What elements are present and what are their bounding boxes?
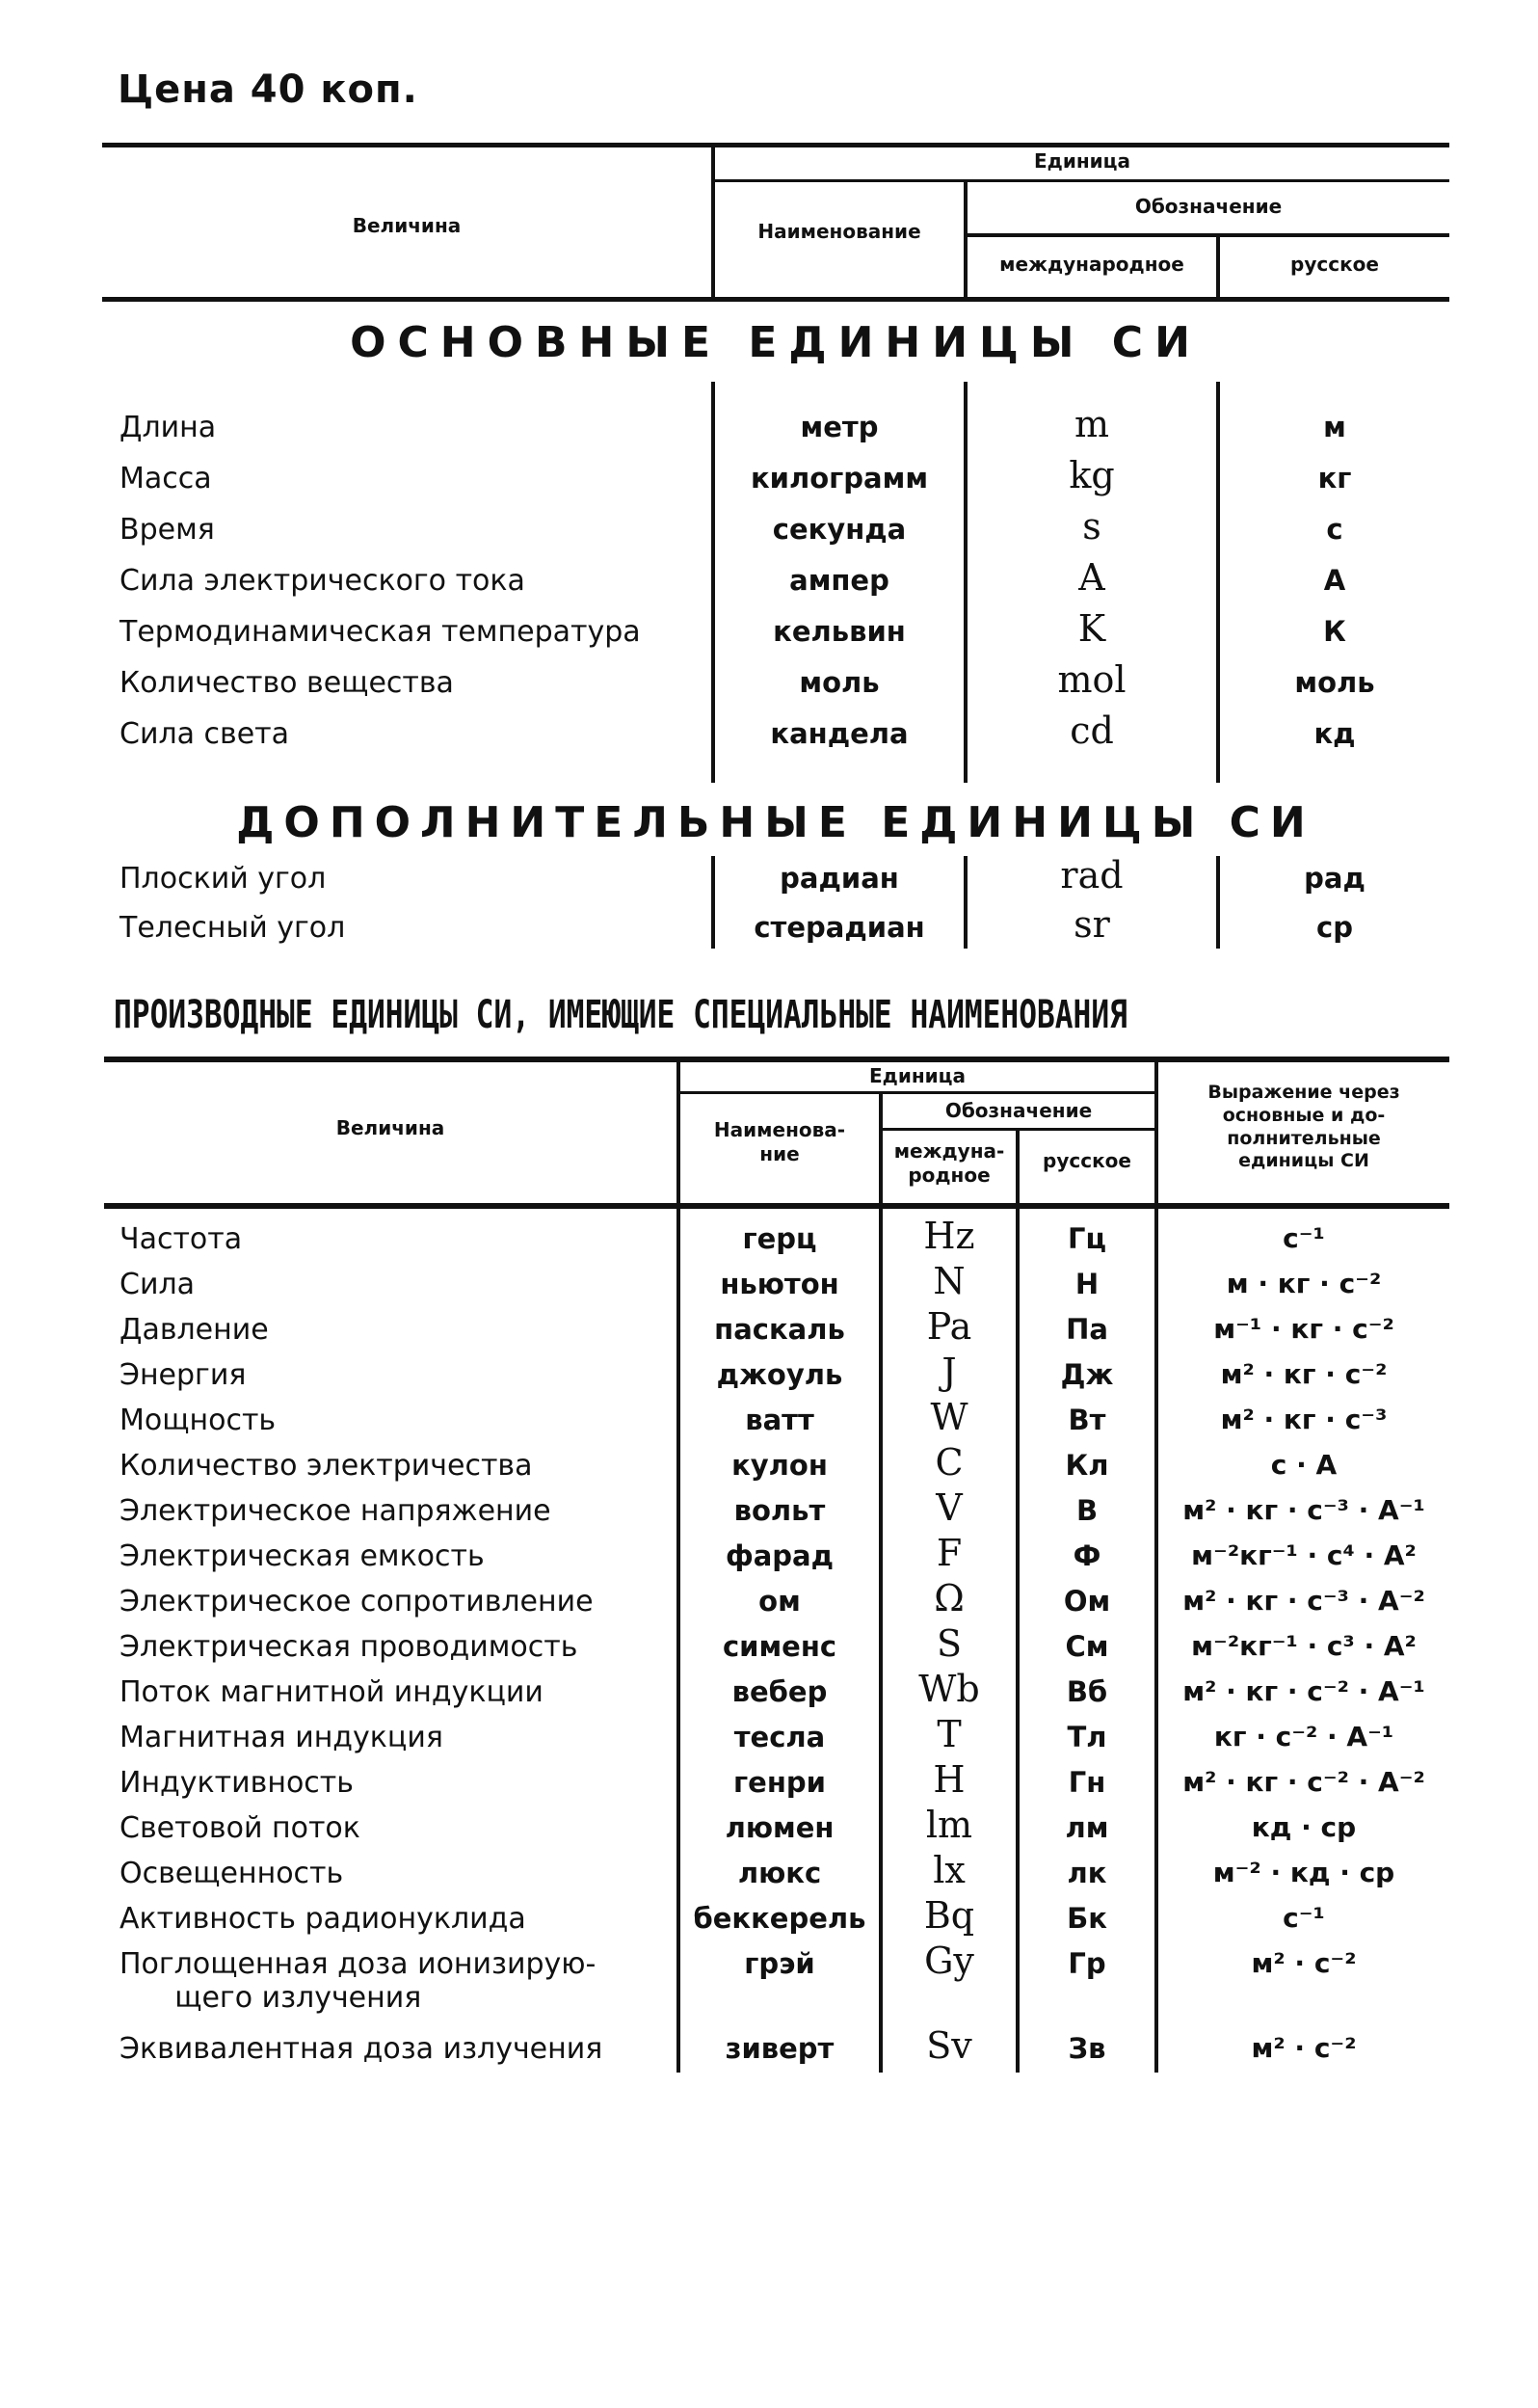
table-row: [0, 505, 1538, 563]
quantity-cell: Количество электричества: [119, 1449, 533, 1483]
russian-symbol-cell: Кл: [1065, 1449, 1109, 1482]
russian-symbol-cell: Гц: [1068, 1222, 1106, 1255]
unit-name-cell: люмен: [725, 1811, 835, 1844]
quantity-cell: Давление: [119, 1313, 269, 1347]
unit-name-cell: зиверт: [725, 2032, 835, 2065]
expression-cell: м⁻² · кд · ср: [1212, 1857, 1395, 1888]
quantity-cell: Электрическое сопротивление: [119, 1585, 594, 1619]
quantity-cell: Электрическое напряжение: [119, 1494, 551, 1528]
table-row: [0, 556, 1538, 614]
international-symbol-cell: cd: [1070, 709, 1114, 752]
section-derived-title: ПРОИЗВОДНЫЕ ЕДИНИЦЫ СИ, ИМЕЮЩИЕ СПЕЦИАЛЬНЫЕ НАИМЕНОВАНИЯ: [114, 993, 1127, 1037]
international-symbol-cell: lx: [933, 1849, 966, 1891]
russian-symbol-cell: Ом: [1063, 1585, 1111, 1618]
international-symbol-cell: mol: [1057, 658, 1127, 701]
header-quantity: Величина: [352, 214, 462, 237]
russian-symbol-cell: А: [1323, 564, 1346, 597]
header-designation: Обозначение: [1134, 195, 1283, 218]
header-unit: Единица: [1034, 149, 1130, 173]
table-row: [0, 658, 1538, 716]
unit-name-cell: грэй: [744, 1947, 815, 1980]
international-symbol-cell: lm: [925, 1804, 973, 1846]
unit-name-cell: секунда: [772, 513, 907, 546]
russian-symbol-cell: Ф: [1073, 1539, 1101, 1572]
unit-name-cell: кельвин: [773, 615, 906, 648]
rule: [102, 143, 1449, 147]
table-row: [0, 1532, 1538, 1590]
table-row: [0, 1577, 1538, 1635]
russian-symbol-cell: См: [1065, 1630, 1109, 1663]
table-row: [0, 709, 1538, 767]
header2-designation: Обозначение: [944, 1099, 1093, 1122]
quantity-cell: Длина: [119, 411, 217, 444]
expression-cell: м² · кг · с⁻² · А⁻¹: [1182, 1675, 1425, 1707]
header2-unit: Единица: [869, 1064, 966, 1087]
quantity-cell: Энергия: [119, 1358, 247, 1392]
international-symbol-cell: Bq: [923, 1894, 975, 1937]
quantity-cell: Масса: [119, 462, 212, 495]
quantity-cell: Световой поток: [119, 1811, 360, 1845]
quantity-cell: Поток магнитной индукции: [119, 1675, 544, 1709]
international-symbol-cell: A: [1078, 556, 1105, 599]
unit-name-cell: тесла: [733, 1721, 826, 1753]
russian-symbol-cell: Вт: [1068, 1404, 1106, 1436]
russian-symbol-cell: Бк: [1067, 1902, 1107, 1935]
russian-symbol-cell: рад: [1304, 862, 1366, 895]
price-label: Цена 40 коп.: [118, 67, 418, 112]
international-symbol-cell: kg: [1069, 454, 1115, 496]
expression-cell: м² · кг · с⁻³: [1220, 1404, 1388, 1435]
unit-name-cell: радиан: [780, 862, 899, 895]
russian-symbol-cell: В: [1075, 1494, 1099, 1527]
table-row: [0, 2024, 1538, 2082]
rule: [104, 1203, 1449, 1209]
quantity-cell: Индуктивность: [119, 1766, 354, 1800]
unit-name-cell: килограмм: [750, 462, 929, 495]
international-symbol-cell: Sv: [926, 2024, 972, 2067]
expression-cell: м² · кг · с⁻³ · А⁻¹: [1182, 1494, 1425, 1526]
table-row: [0, 403, 1538, 461]
header2-international: междуна- родное: [893, 1139, 1005, 1187]
russian-symbol-cell: Н: [1074, 1268, 1100, 1300]
unit-name-cell: кандела: [770, 717, 909, 750]
russian-symbol-cell: Тл: [1067, 1721, 1107, 1753]
quantity-cell: Активность радионуклида: [119, 1902, 526, 1936]
russian-symbol-cell: Дж: [1060, 1358, 1114, 1391]
international-symbol-cell: Hz: [923, 1215, 975, 1257]
international-symbol-cell: rad: [1060, 854, 1124, 896]
header-name: Наименование: [757, 220, 921, 243]
quantity-cell: Термодинамическая температура: [119, 615, 641, 649]
expression-cell: м² · с⁻²: [1251, 1947, 1357, 1979]
rule: [713, 179, 1449, 182]
international-symbol-cell: H: [933, 1758, 966, 1801]
expression-cell: м⁻²кг⁻¹ · с³ · А²: [1191, 1630, 1417, 1662]
table-row: [0, 1441, 1538, 1499]
international-symbol-cell: K: [1077, 607, 1106, 650]
international-symbol-cell: W: [930, 1396, 968, 1438]
table-row: [0, 607, 1538, 665]
expression-cell: м² · с⁻²: [1251, 2032, 1357, 2064]
russian-symbol-cell: лк: [1067, 1857, 1107, 1889]
unit-name-cell: вольт: [733, 1494, 826, 1527]
expression-cell: кг · с⁻² · А⁻¹: [1213, 1721, 1394, 1752]
international-symbol-cell: T: [937, 1713, 962, 1755]
rule: [964, 233, 1449, 237]
table-row: [0, 1713, 1538, 1771]
russian-symbol-cell: К: [1323, 615, 1346, 648]
international-symbol-cell: m: [1074, 403, 1110, 445]
unit-name-cell: герц: [742, 1222, 817, 1255]
section-base-title: ОСНОВНЫЕ ЕДИНИЦЫ СИ: [350, 318, 1202, 367]
table-row: [0, 1215, 1538, 1272]
unit-name-cell: кулон: [731, 1449, 828, 1482]
quantity-cell: Освещенность: [119, 1857, 344, 1890]
unit-name-cell: сименс: [722, 1630, 837, 1663]
header-international: международное: [999, 253, 1184, 276]
table-row: [0, 903, 1538, 961]
unit-name-cell: беккерель: [693, 1902, 866, 1935]
table-row: [0, 1260, 1538, 1318]
header2-quantity: Величина: [335, 1116, 445, 1139]
rule: [102, 297, 1449, 302]
table-row: [0, 454, 1538, 512]
table-row: [0, 1305, 1538, 1363]
table-row: [0, 1486, 1538, 1544]
quantity-cell: Электрическая проводимость: [119, 1630, 578, 1664]
table-row: [0, 1351, 1538, 1408]
russian-symbol-cell: Гн: [1068, 1766, 1106, 1799]
quantity-cell: Сила: [119, 1268, 196, 1301]
quantity-cell: Поглощенная доза ионизирую- щего излучения: [119, 1947, 597, 2015]
table-row: [0, 1622, 1538, 1680]
russian-symbol-cell: кд: [1313, 717, 1356, 750]
unit-name-cell: люкс: [737, 1857, 822, 1889]
russian-symbol-cell: кг: [1317, 462, 1352, 495]
quantity-cell: Электрическая емкость: [119, 1539, 485, 1573]
unit-name-cell: ом: [758, 1585, 801, 1618]
quantity-cell: Частота: [119, 1222, 243, 1256]
russian-symbol-cell: с: [1326, 513, 1343, 546]
expression-cell: с · А: [1270, 1449, 1338, 1481]
unit-name-cell: стерадиан: [754, 911, 925, 944]
international-symbol-cell: F: [936, 1532, 963, 1574]
expression-cell: кд · ср: [1251, 1811, 1357, 1843]
russian-symbol-cell: м: [1323, 411, 1346, 443]
unit-name-cell: вебер: [731, 1675, 828, 1708]
international-symbol-cell: Ω: [934, 1577, 965, 1619]
unit-name-cell: генри: [733, 1766, 826, 1799]
russian-symbol-cell: моль: [1294, 666, 1375, 699]
unit-name-cell: ампер: [789, 564, 889, 597]
international-symbol-cell: Wb: [918, 1668, 980, 1710]
international-symbol-cell: C: [935, 1441, 964, 1484]
expression-cell: с⁻¹: [1283, 1902, 1325, 1934]
quantity-cell: Магнитная индукция: [119, 1721, 443, 1754]
unit-name-cell: метр: [800, 411, 879, 443]
quantity-cell: Телесный угол: [119, 911, 346, 945]
section-supplementary-title: ДОПОЛНИТЕЛЬНЫЕ ЕДИНИЦЫ СИ: [236, 798, 1315, 847]
russian-symbol-cell: лм: [1065, 1811, 1109, 1844]
table-row: [0, 1940, 1538, 2015]
quantity-cell: Время: [119, 513, 215, 547]
quantity-cell: Сила света: [119, 717, 290, 751]
quantity-cell: Мощность: [119, 1404, 277, 1437]
expression-cell: м⁻²кг⁻¹ · с⁴ · А²: [1191, 1539, 1417, 1571]
international-symbol-cell: N: [933, 1260, 966, 1302]
international-symbol-cell: V: [936, 1486, 963, 1529]
international-symbol-cell: s: [1082, 505, 1101, 548]
russian-symbol-cell: Зв: [1068, 2032, 1106, 2065]
international-symbol-cell: J: [941, 1351, 957, 1393]
table-row: [0, 1396, 1538, 1454]
unit-name-cell: ньютон: [720, 1268, 839, 1300]
international-symbol-cell: sr: [1074, 903, 1110, 946]
russian-symbol-cell: Па: [1066, 1313, 1108, 1346]
quantity-cell: Эквивалентная доза излучения: [119, 2032, 603, 2066]
expression-cell: м² · кг · с⁻³ · А⁻²: [1182, 1585, 1425, 1617]
header-russian: русское: [1290, 253, 1379, 276]
russian-symbol-cell: ср: [1316, 911, 1353, 944]
quantity-cell: Сила электрического тока: [119, 564, 525, 598]
russian-symbol-cell: Вб: [1066, 1675, 1108, 1708]
rule: [104, 1057, 1449, 1062]
unit-name-cell: джоуль: [716, 1358, 843, 1391]
international-symbol-cell: Gy: [924, 1940, 974, 1982]
unit-name-cell: фарад: [725, 1539, 835, 1572]
quantity-cell: Плоский угол: [119, 862, 327, 896]
table-row: [0, 854, 1538, 912]
unit-name-cell: ватт: [745, 1404, 814, 1436]
international-symbol-cell: Pa: [926, 1305, 972, 1348]
expression-cell: м · кг · с⁻²: [1226, 1268, 1382, 1299]
table-row: [0, 1758, 1538, 1816]
header2-name: Наименова- ние: [713, 1118, 846, 1165]
expression-cell: м² · кг · с⁻² · А⁻²: [1182, 1766, 1425, 1798]
unit-name-cell: моль: [799, 666, 880, 699]
expression-cell: м⁻¹ · кг · с⁻²: [1213, 1313, 1394, 1345]
rule: [678, 1091, 1156, 1094]
table-row: [0, 1804, 1538, 1861]
unit-name-cell: паскаль: [714, 1313, 845, 1346]
international-symbol-cell: S: [936, 1622, 963, 1665]
header2-russian: русское: [1043, 1149, 1131, 1172]
expression-cell: м² · кг · с⁻²: [1220, 1358, 1388, 1390]
table-row: [0, 1849, 1538, 1907]
russian-symbol-cell: Гр: [1068, 1947, 1106, 1980]
header2-expression: Выражение через основные и до- полнительные единицы СИ: [1207, 1082, 1400, 1172]
table-row: [0, 1668, 1538, 1726]
table-row: [0, 1894, 1538, 1952]
expression-cell: с⁻¹: [1283, 1222, 1325, 1254]
quantity-cell: Количество вещества: [119, 666, 454, 700]
